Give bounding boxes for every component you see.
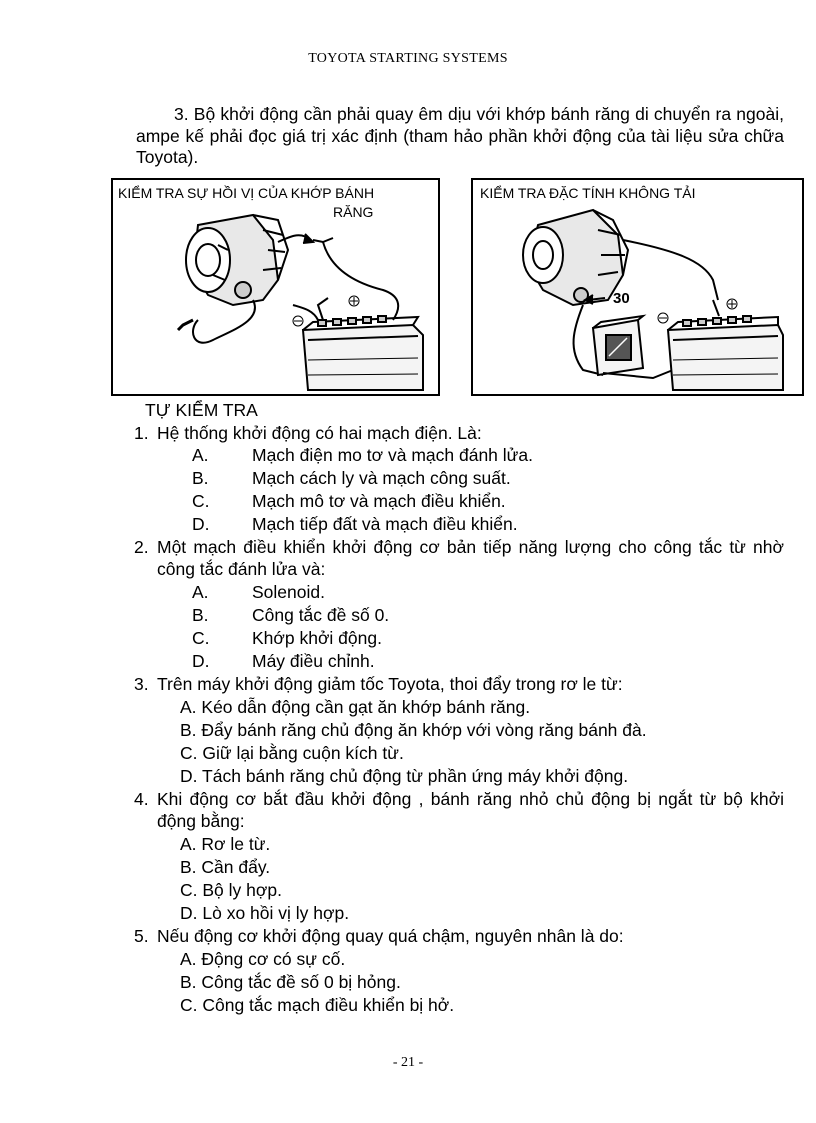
option-text: C. Bộ ly hợp. bbox=[180, 880, 282, 900]
option-letter: D. bbox=[192, 514, 210, 534]
question-number: 3. bbox=[134, 674, 149, 694]
page-number: - 21 - bbox=[392, 1055, 424, 1070]
option-text: A. Động cơ có sự cố. bbox=[180, 949, 346, 969]
option-text: D. Tách bánh răng chủ động từ phần ứng máy khởi động. bbox=[180, 766, 629, 786]
figure-caption: KIỂM TRA SỰ HỒI VỊ CỦA KHỚP BÁNH bbox=[118, 185, 375, 201]
option-letter: A. bbox=[192, 582, 209, 602]
question-number: 5. bbox=[134, 926, 149, 946]
option-letter: C. bbox=[192, 628, 210, 648]
option-text: Mạch mô tơ và mạch điều khiển. bbox=[252, 491, 506, 511]
intro-paragraph: 3. Bộ khởi động cần phải quay êm dịu với khớp bánh răng di chuyển ra ngoài, ampe kế phải đọc giá trị xác định (tham hảo phần khởi động của tài liệu sửa chữa Toyota). bbox=[136, 104, 784, 167]
figure-pinion-return-check bbox=[111, 178, 440, 396]
question-text: Hệ thống khởi động có hai mạch điện. Là: bbox=[157, 423, 482, 443]
option-text: Công tắc đề số 0. bbox=[252, 605, 390, 625]
option-text: B. Công tắc đề số 0 bị hỏng. bbox=[180, 972, 401, 992]
option-text: Khớp khởi động. bbox=[252, 628, 382, 648]
option-letter: B. bbox=[192, 468, 209, 488]
question-text: Khi động cơ bắt đầu khởi động , bánh răng nhỏ chủ động bị ngắt từ bộ khởi động bằng: bbox=[157, 789, 784, 831]
option-letter: A. bbox=[192, 445, 209, 465]
question-number: 1. bbox=[134, 423, 149, 443]
option-text: Solenoid. bbox=[252, 582, 325, 602]
option-letter: B. bbox=[192, 605, 209, 625]
question-text: Nếu động cơ khởi động quay quá chậm, nguyên nhân là do: bbox=[157, 926, 624, 946]
no-load-test-illustration bbox=[473, 180, 802, 394]
self-check-heading: TỰ KIỂM TRA bbox=[145, 400, 258, 420]
option-text: B. Cần đẩy. bbox=[180, 857, 271, 877]
figure-caption: KIỂM TRA ĐẶC TÍNH KHÔNG TẢI bbox=[480, 185, 696, 201]
question-number: 2. bbox=[134, 537, 149, 557]
option-text: D. Lò xo hồi vị ly hợp. bbox=[180, 903, 350, 923]
option-letter: D. bbox=[192, 651, 210, 671]
option-text: Mạch tiếp đất và mạch điều khiển. bbox=[252, 514, 518, 534]
option-text: Máy điều chỉnh. bbox=[252, 651, 375, 671]
option-text: A. Kéo dẫn động cần gạt ăn khớp bánh răng. bbox=[180, 697, 531, 717]
figure-no-load-test bbox=[471, 178, 804, 396]
starter-battery-illustration bbox=[113, 180, 438, 394]
figure-caption-line2: RĂNG bbox=[333, 204, 374, 220]
option-letter: C. bbox=[192, 491, 210, 511]
option-text: A. Rơ le từ. bbox=[180, 834, 271, 854]
question-text: Trên máy khởi động giảm tốc Toyota, thoi đẩy trong rơ le từ: bbox=[157, 674, 623, 694]
question-number: 4. bbox=[134, 789, 149, 809]
option-text: C. Công tắc mạch điều khiển bị hở. bbox=[180, 995, 455, 1015]
running-header: TOYOTA STARTING SYSTEMS bbox=[308, 51, 508, 66]
option-text: B. Đẩy bánh răng chủ động ăn khớp với vòng răng bánh đà. bbox=[180, 720, 647, 740]
question-text: Một mạch điều khiển khởi động cơ bản tiếp năng lượng cho công tắc từ nhờ công tắc đánh lửa và: bbox=[157, 537, 784, 579]
option-text: C. Giữ lại bằng cuộn kích từ. bbox=[180, 743, 404, 763]
terminal-30-label: 30 bbox=[613, 290, 630, 307]
option-text: Mạch điện mo tơ và mạch đánh lửa. bbox=[252, 445, 533, 465]
option-text: Mạch cách ly và mạch công suất. bbox=[252, 468, 511, 488]
